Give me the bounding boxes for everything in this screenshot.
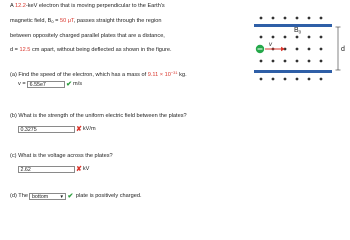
electric-field-unit: kV/m <box>82 126 96 132</box>
incorrect-x-icon: ✘ <box>76 166 82 173</box>
speed-label: v = <box>18 81 28 87</box>
plate-select[interactable]: bottom ▼ <box>29 193 66 200</box>
plates-figure <box>250 6 350 82</box>
voltage-unit: kV <box>82 166 90 172</box>
part-a-question: (a) Find the speed of the electron, which has a mass of $9.11 \times 10^{-31}$ kg. <box>10 70 187 78</box>
correct-check-icon: ✔ <box>67 193 74 200</box>
b-field-value: 50 <box>59 18 67 24</box>
part-c-answer-row <box>18 166 89 174</box>
part-b-question: (b) What is the strength of the uniform electric field between the plates? <box>10 113 187 119</box>
part-c-question: (c) What is the voltage across the plates? <box>10 153 113 159</box>
part-b-answer-row <box>18 126 96 134</box>
correct-check-icon: ✔ <box>66 81 73 88</box>
energy-value: 12.2 <box>14 3 26 9</box>
problem-line-1: A 12.2-keV electron that is moving perpendicular to the Earth's <box>10 3 165 9</box>
top-plate <box>254 24 332 27</box>
speed-input[interactable]: 6.55e7 <box>27 81 65 88</box>
problem-line-2: magnetic field, $B_0 = 50$ μT, passes straight through the region <box>10 18 162 24</box>
problem-line-4: d = 12.5 cm apart, without being deflected as shown in the figure. <box>10 47 172 53</box>
distance-label: d <box>341 46 345 53</box>
voltage-input[interactable]: 2.62 <box>18 166 75 173</box>
incorrect-x-icon: ✘ <box>76 126 82 133</box>
velocity-label: v <box>269 42 272 48</box>
part-d-row: (d) The bottom ▼ ✔ plate is positively charged. <box>10 193 142 200</box>
chevron-down-icon: ▼ <box>59 194 64 199</box>
speed-unit: m/s <box>73 81 83 87</box>
b-field-label: $B_0$ <box>294 27 302 35</box>
velocity-arrowhead-icon <box>281 47 285 51</box>
distance-value: 12.5 <box>19 47 31 53</box>
part-a-answer-row <box>18 81 82 89</box>
problem-line-3: between oppositely charged parallel plates that are a distance, <box>10 33 165 39</box>
electric-field-input[interactable]: 0.3275 <box>18 126 75 133</box>
bottom-plate <box>254 70 332 73</box>
